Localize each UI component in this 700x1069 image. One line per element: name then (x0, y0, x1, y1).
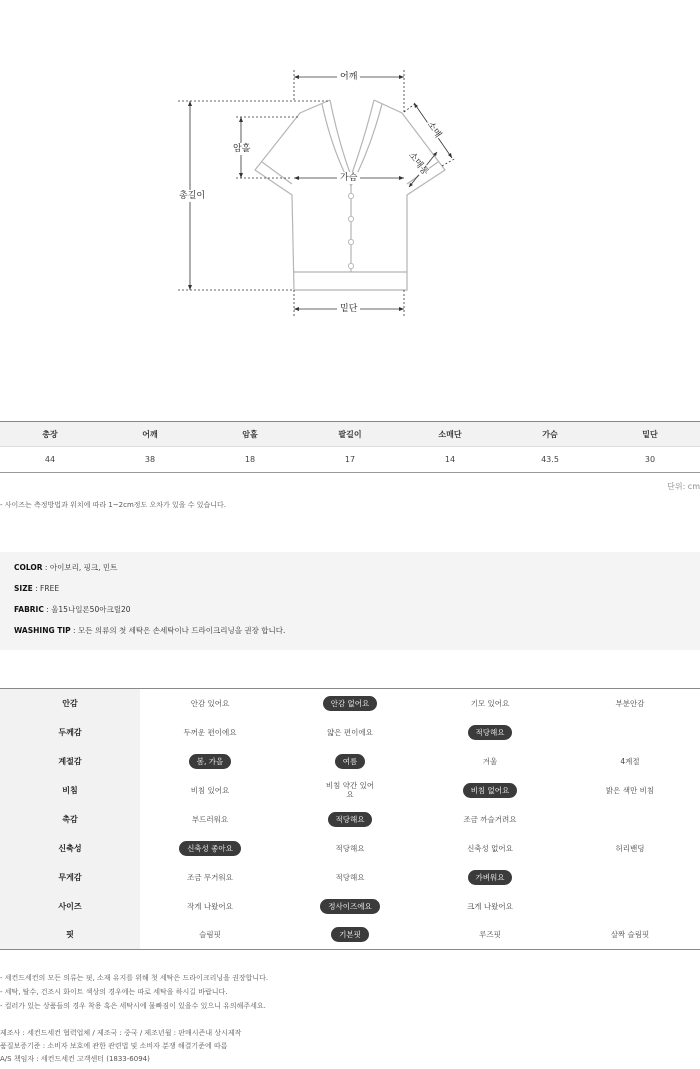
attribute-name: 계절감 (0, 747, 140, 776)
attribute-cell (560, 689, 700, 718)
attribute-option-selected: 기본핏 (331, 927, 369, 942)
attribute-row (0, 863, 700, 892)
attribute-cell (420, 834, 560, 863)
value-total-length: 44 (0, 447, 100, 473)
attribute-cell (140, 689, 280, 718)
attribute-cell (280, 776, 420, 805)
label-chest: 가슴 (337, 172, 360, 184)
fabric-label: FABRIC (14, 605, 44, 614)
attribute-name: 신축성 (0, 834, 140, 863)
attribute-cell (420, 776, 560, 805)
attribute-name: 무게감 (0, 863, 140, 892)
size-table (0, 421, 700, 473)
attribute-option: 신축성 없어요 (467, 843, 513, 853)
attribute-row (0, 689, 700, 718)
attribute-row (0, 776, 700, 805)
attribute-cell (560, 834, 700, 863)
attribute-option: 살짝 슬림핏 (610, 930, 650, 940)
label-hem: 밑단 (337, 303, 360, 315)
attribute-name: 두께감 (0, 718, 140, 747)
attribute-cell (280, 892, 420, 921)
header-arm-length: 팔길이 (300, 422, 400, 447)
attribute-option: 4계절 (620, 756, 640, 766)
attribute-option-selected: 적당해요 (328, 812, 373, 827)
attribute-name: 안감 (0, 689, 140, 718)
attribute-cell (560, 718, 700, 747)
attribute-row (0, 805, 700, 834)
attribute-cell (140, 863, 280, 892)
attribute-cell (420, 718, 560, 747)
value-cuff: 14 (400, 447, 500, 473)
attribute-cell (280, 747, 420, 776)
care-note: - 세컨드세컨의 모든 의류는 핏, 소재 유지를 위해 첫 세탁은 드라이크리닝을 권장합니다. (0, 974, 269, 982)
info-washing (14, 625, 700, 646)
attribute-table (0, 688, 700, 950)
header-armhole: 암홀 (200, 422, 300, 447)
attribute-option-selected: 정사이즈에요 (320, 899, 379, 914)
attribute-cell (560, 805, 700, 834)
attribute-option: 허리밴딩 (615, 843, 645, 853)
label-shoulder: 어깨 (337, 71, 360, 83)
label-sleeve-length: 소매 (424, 120, 443, 140)
attribute-cell (420, 892, 560, 921)
color-label: COLOR (14, 563, 43, 572)
label-sleeve-width: 소매통 (406, 150, 431, 178)
value-hem: 30 (600, 447, 700, 473)
attribute-option: 비침 약간 있어요 (325, 781, 375, 799)
attribute-name: 사이즈 (0, 892, 140, 921)
attribute-cell (140, 718, 280, 747)
header-hem: 밑단 (600, 422, 700, 447)
attribute-option: 겨울 (482, 756, 498, 766)
label-armhole: 암홀 (230, 143, 253, 155)
size-label: SIZE (14, 584, 33, 593)
attribute-name: 핏 (0, 921, 140, 950)
fabric-value: : 울15나일론50아크릴20 (43, 605, 131, 614)
care-note: - 세탁, 탈수, 건조시 화이트 색상의 경우에는 따로 세탁을 하시길 바랍니다. (0, 988, 228, 996)
value-shoulder: 38 (100, 447, 200, 473)
size-diagram (0, 0, 700, 380)
attribute-option: 크게 나왔어요 (467, 901, 513, 911)
attribute-cell (280, 834, 420, 863)
attribute-cell (420, 921, 560, 950)
maker-line: 제조사 : 세컨드세컨 협력업체 / 제조국 : 중국 / 제조년월 : 판매시즌내 상시제작 (0, 1029, 242, 1037)
attribute-option: 부드러워요 (191, 814, 229, 824)
attribute-option: 조금 무거워요 (187, 872, 233, 882)
attribute-option-selected: 신축성 좋아요 (179, 841, 241, 856)
attribute-cell (560, 776, 700, 805)
attribute-cell (420, 689, 560, 718)
attribute-cell (280, 718, 420, 747)
attribute-option: 슬림핏 (199, 930, 221, 940)
attribute-cell (560, 921, 700, 950)
attribute-cell (280, 921, 420, 950)
attribute-option-selected: 가벼워요 (468, 870, 513, 885)
attribute-option: 작게 나왔어요 (187, 901, 233, 911)
attribute-option: 비침 있어요 (190, 785, 230, 795)
attribute-cell (140, 921, 280, 950)
attribute-cell (140, 776, 280, 805)
attribute-row (0, 747, 700, 776)
attribute-option: 적당해요 (335, 843, 365, 853)
attribute-option: 루즈핏 (479, 930, 501, 940)
size-table-header (0, 422, 700, 447)
attribute-cell (560, 747, 700, 776)
attribute-cell (280, 805, 420, 834)
attribute-cell (420, 805, 560, 834)
care-note: - 컬러가 있는 상품들의 경우 착용 혹은 세탁시에 물빠짐이 있을수 있으니 유의해주세요. (0, 1002, 266, 1010)
attribute-option-selected: 비침 없어요 (463, 783, 518, 798)
header-shoulder: 어깨 (100, 422, 200, 447)
size-value: : FREE (32, 584, 60, 593)
attribute-cell (140, 747, 280, 776)
attribute-option: 기모 있어요 (470, 698, 510, 708)
size-note: - 사이즈는 측정방법과 위치에 따라 1~2cm정도 오차가 있을 수 있습니다. (0, 501, 227, 509)
attribute-cell (140, 834, 280, 863)
attribute-name: 촉감 (0, 805, 140, 834)
attribute-cell (280, 863, 420, 892)
header-total-length: 총장 (0, 422, 100, 447)
value-arm-length: 17 (300, 447, 400, 473)
attribute-rows (0, 689, 700, 950)
product-info-box (0, 552, 700, 650)
attribute-option: 적당해요 (335, 872, 365, 882)
attribute-cell (140, 892, 280, 921)
unit-label: 단위: cm (667, 482, 700, 491)
attribute-cell (560, 892, 700, 921)
header-chest: 가슴 (500, 422, 600, 447)
attribute-option-selected: 봄, 가을 (189, 754, 232, 769)
attribute-option: 밝은 색만 비침 (605, 785, 655, 795)
attribute-option: 안감 있어요 (190, 698, 230, 708)
cardigan-sketch (0, 0, 700, 380)
attribute-cell (420, 863, 560, 892)
washing-label: WASHING TIP (14, 626, 71, 635)
attribute-option-selected: 안감 없어요 (323, 696, 378, 711)
attribute-cell (560, 863, 700, 892)
attribute-option-selected: 여름 (335, 754, 366, 769)
attribute-name: 비침 (0, 776, 140, 805)
maker-line: A/S 책임자 : 세컨드세컨 고객센터 (1833-6094) (0, 1055, 150, 1063)
value-armhole: 18 (200, 447, 300, 473)
header-cuff: 소매단 (400, 422, 500, 447)
attribute-row (0, 892, 700, 921)
attribute-row (0, 921, 700, 950)
size-table-row (0, 447, 700, 473)
maker-line: 품질보증기준 : 소비자 보호에 관한 관련법 및 소비자 분쟁 해결기준에 따름 (0, 1042, 228, 1050)
info-color (14, 562, 700, 583)
color-value: : 아이보리, 핑크, 민트 (42, 563, 118, 572)
attribute-option: 두꺼운 편이에요 (183, 727, 237, 737)
washing-value: : 모든 의류의 첫 세탁은 손세탁이나 드라이크리닝을 권장 합니다. (70, 626, 286, 635)
attribute-option-selected: 적당해요 (468, 725, 513, 740)
attribute-option: 얇은 편이에요 (327, 727, 373, 737)
attribute-option: 조금 까슬거려요 (463, 814, 517, 824)
info-fabric (14, 604, 700, 625)
care-notes (0, 972, 268, 1014)
attribute-cell (420, 747, 560, 776)
attribute-option: 부분안감 (615, 698, 645, 708)
attribute-row (0, 834, 700, 863)
info-size (14, 583, 700, 604)
attribute-cell (280, 689, 420, 718)
value-chest: 43.5 (500, 447, 600, 473)
attribute-cell (140, 805, 280, 834)
maker-info (0, 1027, 241, 1066)
attribute-row (0, 718, 700, 747)
label-total-length: 총길이 (176, 190, 208, 202)
